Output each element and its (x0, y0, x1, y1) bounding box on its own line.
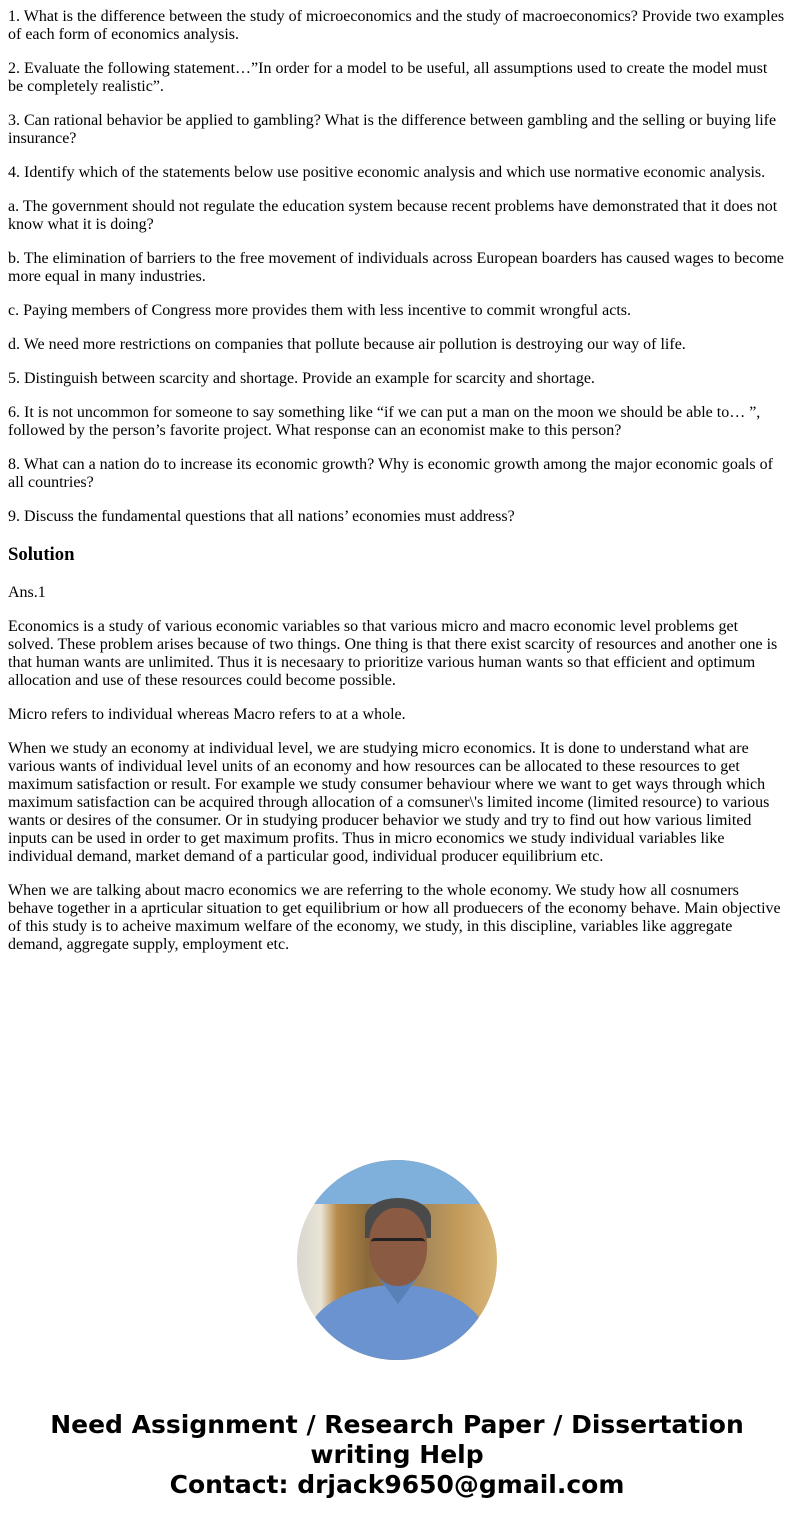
solution-paragraph: When we are talking about macro economics we are referring to the whole economy. We study how all cosnumers behave together in a aprticular situation to get equilibrium or how all produecers of the economy behave. Main objective of this study is to acheive maximum welfare of the economy, we study, in this discipline, variables like aggregate demand, aggregate supply, employment etc. (8, 882, 781, 953)
question: b. The elimination of barriers to the free movement of individuals across European boarders has caused wages to become more equal in many industries. (8, 250, 784, 285)
question: 5. Distinguish between scarcity and shortage. Provide an example for scarcity and shortage. (8, 370, 595, 387)
question: 3. Can rational behavior be applied to gambling? What is the difference between gambling and the selling or buying life insurance? (8, 112, 777, 147)
author-photo (297, 1160, 497, 1360)
question: 2. Evaluate the following statement…”In order for a model to be useful, all assumptions used to create the model must be completely realistic”. (8, 60, 768, 95)
contact-banner (8, 1410, 786, 1500)
question: 1. What is the difference between the study of microeconomics and the study of macroeconomics? Provide two examples of each form of economics analysis. (8, 8, 785, 43)
question: 8. What can a nation do to increase its economic growth? Why is economic growth among the major economic goals of all countries? (8, 456, 773, 491)
question: 6. It is not uncommon for someone to say something like “if we can put a man on the moon we should be able to… ”, followed by the person’s favorite project. What response can an economist make to this person? (8, 404, 761, 439)
solution-section (8, 584, 786, 954)
solution-paragraph: Ans.1 (8, 584, 46, 601)
question: 4. Identify which of the statements below use positive economic analysis and which use normative economic analysis. (8, 164, 766, 181)
glasses-icon (371, 1238, 425, 1255)
solution-paragraph: Micro refers to individual whereas Macro refers to at a whole. (8, 706, 406, 723)
question: c. Paying members of Congress more provides them with less incentive to commit wrongful acts. (8, 302, 631, 319)
contact-email: Contact: drjack9650@gmail.com (169, 1470, 625, 1499)
spacer (8, 970, 786, 1160)
help-text: Need Assignment / Research Paper / Dissertation writing Help (50, 1410, 744, 1469)
questions-section (8, 8, 786, 526)
solution-heading: Solution (8, 544, 75, 565)
question: d. We need more restrictions on companies that pollute because air pollution is destroying our way of life. (8, 336, 686, 353)
solution-paragraph: Economics is a study of various economic variables so that various micro and macro economic level problems get solved. These problem arises because of two things. One thing is that there exist scarcity of resources and another one is that human wants are unlimited. Thus it is necesaary to prioritize various human wants so that efficient and optimum allocation and use of these resources could become possible. (8, 618, 778, 689)
question: a. The government should not regulate the education system because recent problems have demonstrated that it does not know what it is doing? (8, 198, 778, 233)
solution-paragraph: When we study an economy at individual level, we are studying micro economics. It is done to understand what are various wants of individual level units of an economy and how resources can be allocated to these resources to get maximum satisfaction or result. For example we study consumer behaviour where we want to get ways through which maximum satisfaction can be acquired through allocation of a comsuner\'s limited income (limited resource) to various wants or desires of the consumer. Or in studying producer behavior we study and try to find out how various limited inputs can be used in order to get maximum profits. Thus in micro economics we study individual variables like individual demand, market demand of a particular good, individual producer equilibrium etc. (8, 740, 770, 865)
question: 9. Discuss the fundamental questions that all nations’ economies must address? (8, 508, 515, 525)
